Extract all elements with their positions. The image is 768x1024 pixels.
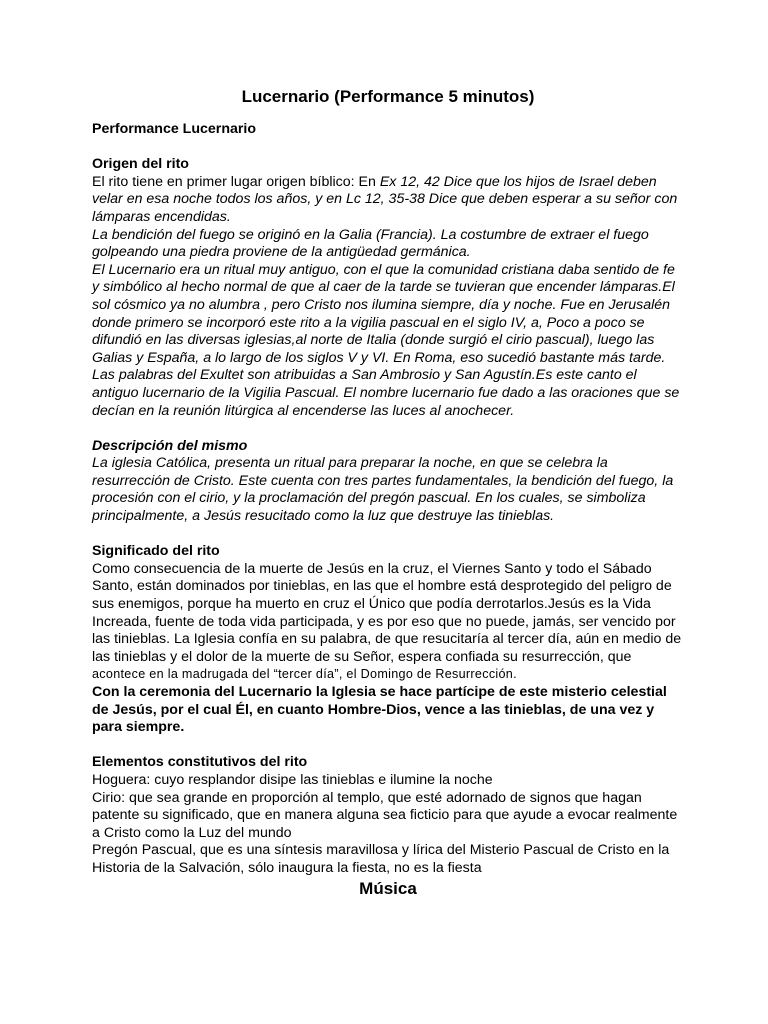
spacer — [92, 526, 684, 544]
significado-paragraph-1 — [92, 561, 684, 684]
significado-paragraph-2: Con la ceremonia del Lucernario la Iglesia se hace partícipe de este misterio celestial de Jesús, por el cual Él, en cuanto Hombre-Dios, vence a las tinieblas, de una vez y para siempre. — [92, 684, 667, 736]
subtitle: Performance Lucernario — [92, 121, 257, 137]
elementos-item-hoguera: Hoguera: cuyo resplandor disipe las tinieblas e ilumine la noche — [92, 771, 493, 788]
origen-heading: Origen del rito — [92, 156, 189, 173]
origen-intro-normal: El rito tiene en primer lugar origen bíblico: En — [92, 173, 380, 190]
descripcion-paragraph: La iglesia Católica, presenta un ritual para preparar la noche, en que se celebra la resurrección de Cristo. Este cuenta con tres partes fundamentales, la bendición del fuego, la procesión con el cirio, y la proclamación del pregón pascual. En los cuales, se simboliza principalmente, a Jesús resucitado como la luz que destruye las tinieblas. — [92, 455, 674, 525]
musica-heading: Música — [359, 878, 417, 898]
significado-small-text: acontece en la madrugada del “tercer día”, el Domingo de Resurrección. — [92, 667, 517, 682]
document-page — [92, 86, 684, 900]
spacer — [92, 139, 684, 157]
significado-heading: Significado del rito — [92, 543, 220, 560]
elementos-heading: Elementos constitutivos del rito — [92, 754, 308, 771]
origen-paragraph-3: El Lucernario era un ritual muy antiguo, con el que la comunidad cristiana daba sentido de fe y simbólico al hecho normal de que al caer de la tarde se tuvieran que encender lámparas.El sol cósmico ya no alumbra , pero Cristo nos ilumina siempre, día y noche. Fue en Jerusalén donde primero se incorporó este rito a la vigilia pascual en el siglo IV, a, Poco a poco se difundió en las diversas iglesias,al norte de Italia (donde surgió el cirio pascual), luego las Galias y España, a lo largo de los siglos V y VI. En Roma, eso sucedió bastante más tarde. — [92, 261, 675, 366]
elementos-item-pregon: Pregón Pascual, que es una síntesis maravillosa y lírica del Misterio Pascual de Cristo en la Historia de la Salvación, sólo inaugura la fiesta, no es la fiesta — [92, 842, 670, 876]
elementos-item-cirio: Cirio: que sea grande en proporción al templo, que esté adornado de signos que hagan patente su significado, que en manera alguna sea ficticio para que ayude a evocar realmente a Cristo como la Luz del mundo — [92, 789, 678, 841]
descripcion-heading: Descripción del mismo — [92, 437, 248, 454]
origen-intro-italic: Ex 12, 42 Dice que los hijos de Israel deben velar en esa noche todos los años, y en Lc 12, 35-38 Dice que deben esperar a su señor con lámparas encendidas. — [92, 173, 678, 225]
document-title: Lucernario (Performance 5 minutos) — [241, 87, 535, 106]
spacer — [92, 420, 684, 438]
origen-paragraph-1 — [92, 174, 684, 227]
origen-paragraph-2: La bendición del fuego se originó en la Galia (Francia). La costumbre de extraer el fuego golpeando una piedra proviene de la antigüedad germánica. — [92, 226, 649, 261]
significado-text: Como consecuencia de la muerte de Jesús en la cruz, el Viernes Santo y todo el Sábado Santo, están dominados por tinieblas, en las que el hombre está desprotegido del peligro de sus enemigos, porque ha muerto en cruz el Único que podía derrotarlos.Jesús es la Vida Increada, fuente de toda vida participada, y es por eso que no puede, jamás, ser vencido por las tinieblas. La Iglesia confía en su palabra, de que resucitaría al tercer día, aún en medio de las tinieblas y el dolor de la muerte de su Señor, espera confiada su resurrección, que — [92, 560, 682, 665]
spacer — [92, 737, 684, 755]
origen-paragraph-4: Las palabras del Exultet son atribuidas a San Ambrosio y San Agustín.Es este canto el antiguo lucernario de la Vigilia Pascual. El nombre lucernario fue dado a las oraciones que se decían en la reunión litúrgica al encenderse las luces al anochecer. — [92, 367, 680, 419]
